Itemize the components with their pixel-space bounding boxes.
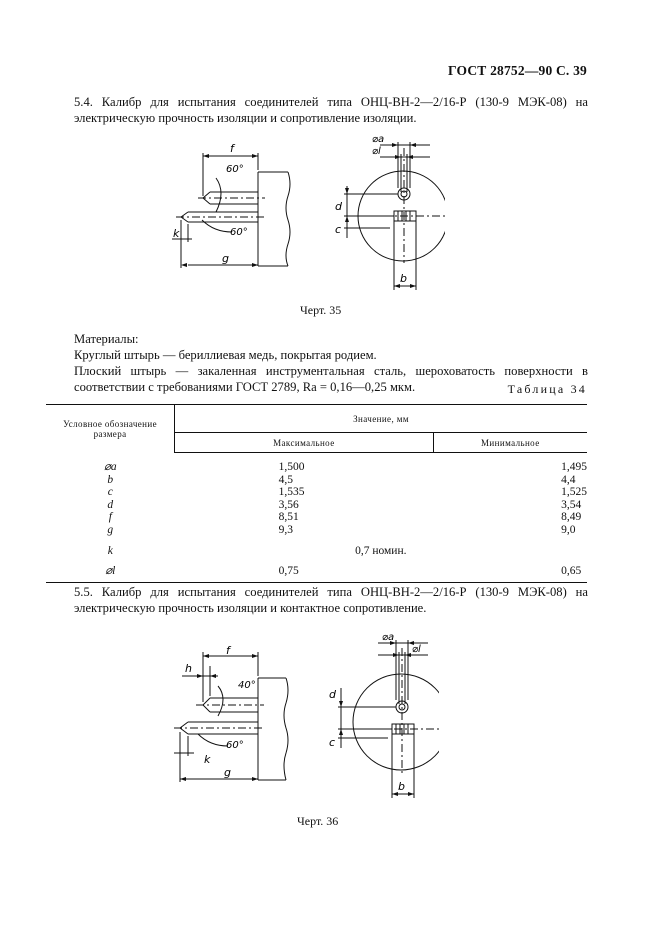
fig35-label-angle1: 60° bbox=[226, 164, 244, 175]
fig36-label-b: b bbox=[398, 780, 405, 793]
table-row: g 9,3 9,0 bbox=[107, 523, 576, 536]
fig35-label-k: k bbox=[173, 227, 180, 240]
materials-round-pin: Круглый штырь — бериллиевая медь, покрытая родием. bbox=[74, 348, 377, 362]
fig36-caption: Черт. 36 bbox=[297, 814, 339, 828]
fig36-label-g: g bbox=[224, 766, 231, 779]
fig35-label-d: d bbox=[335, 200, 342, 213]
table-row: c 1,535 1,525 bbox=[107, 486, 587, 499]
table-row: ⌀a 1,500 1,495 bbox=[103, 461, 587, 473]
section-5-4-text: 5.4. Калибр для испытания соединителей типа ОНЦ-ВН-2—2/16-Р (130-9 МЭК-08) на электрическую прочность изоляции и сопротивление изоляции. bbox=[74, 95, 588, 125]
table-row: b 4,5 4,4 bbox=[107, 473, 576, 486]
fig35-side-view bbox=[170, 138, 300, 278]
fig36-label-l: ⌀l bbox=[412, 644, 421, 655]
fig35-front-view bbox=[330, 128, 445, 293]
table-col-name: Условное обозначение размера bbox=[46, 405, 175, 453]
table-label: Таблица 34 bbox=[507, 382, 587, 396]
fig36-label-h: h bbox=[185, 662, 192, 675]
fig36-side-view bbox=[168, 642, 298, 792]
fig35-label-c: c bbox=[335, 223, 342, 236]
fig35-label-a: ⌀a bbox=[372, 134, 385, 145]
fig36-front-view bbox=[324, 628, 439, 803]
fig36-label-d: d bbox=[329, 688, 336, 701]
fig36-label-angle1: 40° bbox=[238, 680, 256, 691]
fig36-label-k: k bbox=[204, 753, 211, 766]
fig35-label-f: f bbox=[230, 142, 234, 155]
fig36-label-f: f bbox=[226, 644, 230, 657]
table-row: d 3,56 3,54 bbox=[107, 498, 582, 511]
fig35-caption: Черт. 35 bbox=[300, 303, 342, 317]
fig36-label-a: ⌀a bbox=[382, 632, 395, 643]
table-col-min: Минимальное bbox=[433, 433, 587, 453]
materials-title: Материалы: bbox=[74, 332, 139, 346]
fig35-label-g: g bbox=[222, 252, 229, 265]
table-row: k 0,7 номин. bbox=[107, 544, 407, 557]
fig35-label-angle2: 60° bbox=[230, 227, 248, 238]
table-col-max: Максимальное bbox=[175, 433, 434, 453]
page-header: ГОСТ 28752—90 С. 39 bbox=[448, 63, 587, 78]
fig36-label-angle2: 60° bbox=[226, 740, 244, 751]
table-row: ⌀l 0,75 0,65 bbox=[46, 565, 587, 582]
section-5-5-text: 5.5. Калибр для испытания соединителей типа ОНЦ-ВН-2—2/16-Р (130-9 МЭК-08) на электрическую прочность изоляции и контактное сопротивление. bbox=[74, 585, 588, 615]
fig35-label-l: ⌀l bbox=[372, 146, 381, 157]
table-row: f 8,51 8,49 bbox=[108, 511, 582, 524]
dimensions-table bbox=[46, 404, 587, 583]
fig35-label-b: b bbox=[400, 272, 407, 285]
table-col-value: Значение, мм bbox=[175, 405, 587, 433]
fig36-label-c: c bbox=[329, 736, 336, 749]
materials-flat-pin: Плоский штырь — закаленная инструментальная сталь, шероховатость поверхности в соответствии с требованиями ГОСТ 2789, Ra = 0,16—0,25 мкм. bbox=[74, 364, 588, 394]
